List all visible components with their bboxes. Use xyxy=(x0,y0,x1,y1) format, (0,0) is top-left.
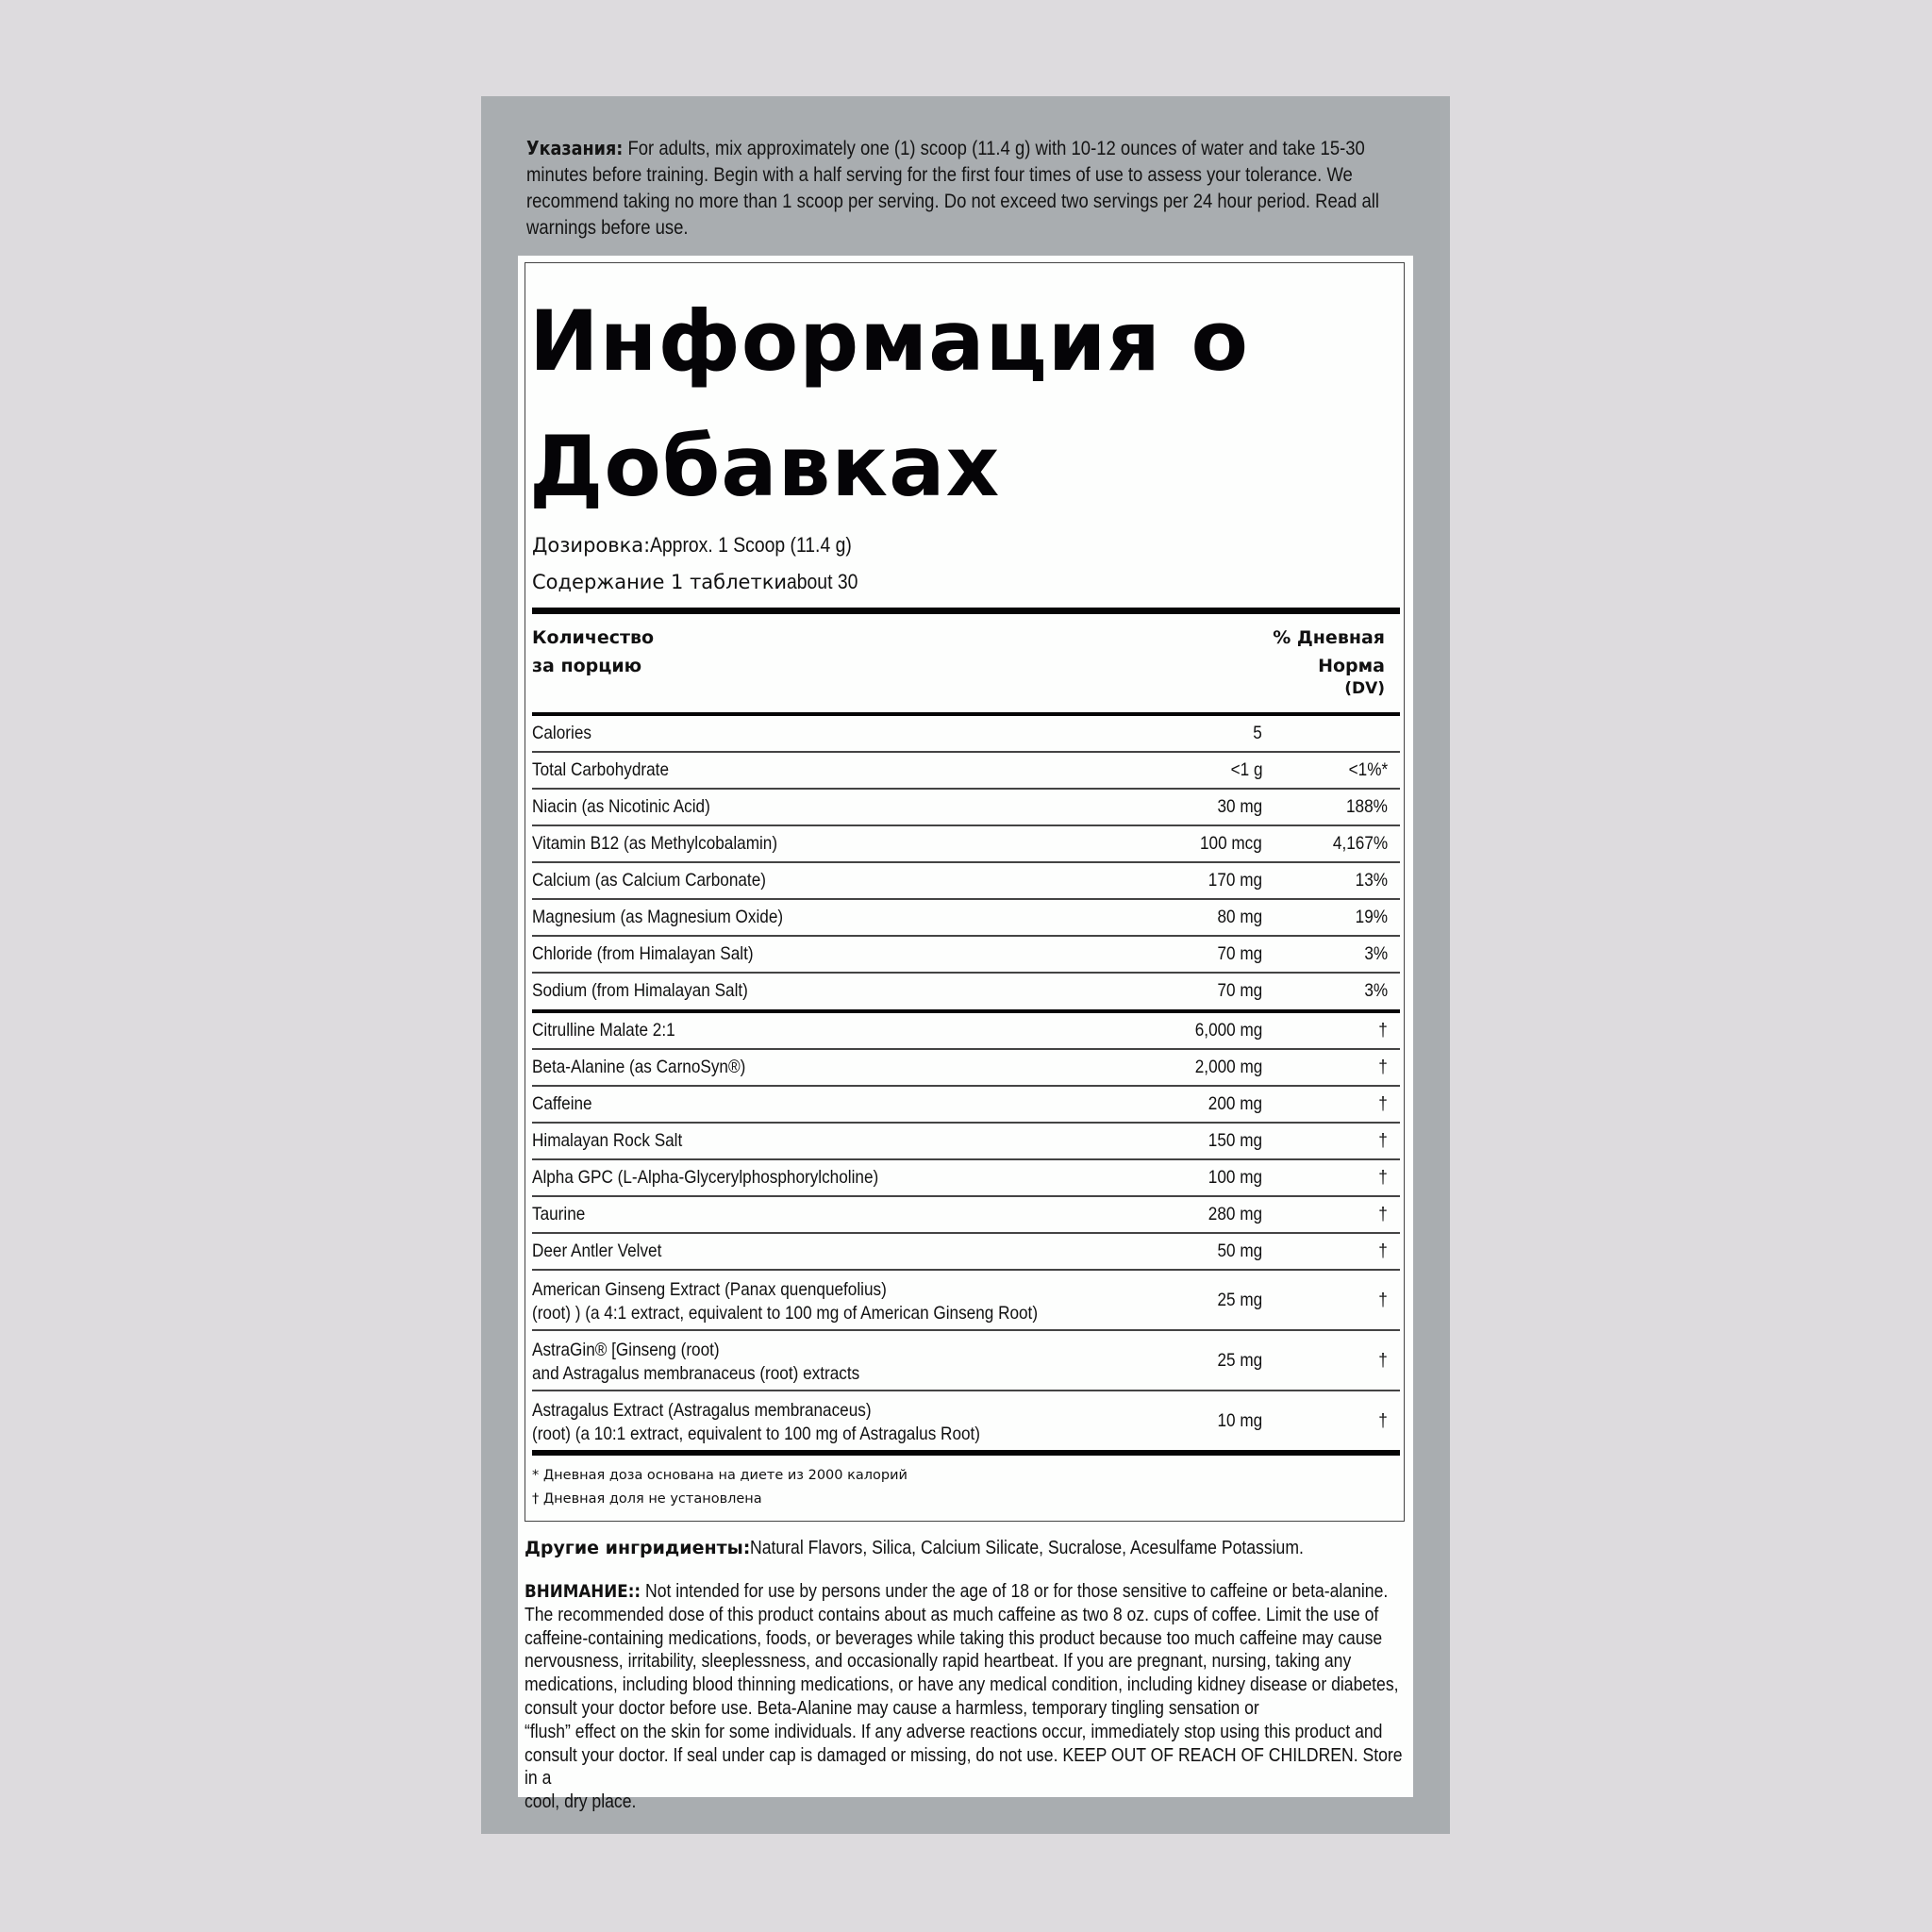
row-amount: 170 mg xyxy=(1208,870,1262,891)
row-amount: 30 mg xyxy=(1217,796,1262,817)
row-amount: <1 g xyxy=(1230,759,1262,780)
serving-size-label: Дозировка: xyxy=(532,534,651,557)
row-daily-value: † xyxy=(1378,1020,1388,1041)
warning-line: nervousness, irritability, sleeplessness, and occasionally rapid heartbeat. If you are pregnant, nursing, taking any xyxy=(525,1651,1352,1673)
other-ingredients xyxy=(525,1538,1379,1559)
directions-text xyxy=(526,135,1394,242)
row-name: Deer Antler Velvet xyxy=(532,1241,662,1261)
other-ingredients-label: Другие ингридиенты: xyxy=(525,1538,751,1558)
row-amount: 150 mg xyxy=(1208,1130,1262,1151)
row-name: Calories xyxy=(532,723,591,743)
row-daily-value: † xyxy=(1378,1093,1388,1114)
row-name-line2: (root) ) (a 4:1 extract, equivalent to 100 mg of American Ginseng Root) xyxy=(532,1303,1039,1324)
warning-line: medications, including blood thinning medications, or have any medical condition, including kidney disease or diabetes, xyxy=(525,1674,1399,1696)
row-amount: 70 mg xyxy=(1217,943,1262,964)
row-amount: 100 mcg xyxy=(1200,833,1262,854)
row-name: Alpha GPC (L-Alpha-Glycerylphosphorylcholine) xyxy=(532,1167,879,1188)
row-amount: 100 mg xyxy=(1208,1167,1262,1188)
row-daily-value: † xyxy=(1378,1057,1388,1077)
row-amount: 80 mg xyxy=(1217,907,1262,927)
warning-line: caffeine-containing medications, foods, or beverages while taking this product because too much caffeine may cause xyxy=(525,1627,1383,1649)
row-name: Himalayan Rock Salt xyxy=(532,1130,683,1151)
warning-line: Not intended for use by persons under the age of 18 or for those sensitive to caffeine or beta-alanine. xyxy=(641,1581,1389,1602)
row-amount: 10 mg xyxy=(1217,1409,1262,1431)
amount-header-line1: Количество xyxy=(532,627,655,648)
row-name: Beta-Alanine (as CarnoSyn®) xyxy=(532,1057,746,1077)
row-daily-value: † xyxy=(1378,1409,1388,1431)
row-name-line2: (root) (a 10:1 extract, equivalent to 100 mg of Astragalus Root) xyxy=(532,1424,981,1444)
supplement-facts-box xyxy=(525,262,1405,1522)
row-daily-value: 3% xyxy=(1364,979,1388,1001)
row-daily-value: 13% xyxy=(1355,870,1388,891)
row-name: Chloride (from Himalayan Salt) xyxy=(532,943,754,964)
table-row xyxy=(532,1331,1400,1391)
row-daily-value: † xyxy=(1378,1289,1388,1310)
row-amount: 200 mg xyxy=(1208,1093,1262,1114)
dv-header-line1: % Дневная xyxy=(1273,627,1385,648)
table-row xyxy=(532,937,1400,974)
directions-body: For adults, mix approximately one (1) scoop (11.4 g) with 10-12 ounces of water and take 15-30 minutes before training. Begin with a half serving for the first four times of use to assess your tolerance. We recommend taking no more than 1 scoop per serving. Do not exceed two servings per 24 hour period. Read all warnings before use. xyxy=(526,138,1379,239)
table-row xyxy=(532,1050,1400,1087)
table-row xyxy=(532,900,1400,937)
other-ingredients-text: Natural Flavors, Silica, Calcium Silicate, Sucralose, Acesulfame Potassium. xyxy=(750,1538,1305,1558)
row-name: Magnesium (as Magnesium Oxide) xyxy=(532,907,784,927)
row-name: Caffeine xyxy=(532,1093,592,1114)
row-daily-value: 188% xyxy=(1346,796,1388,817)
amount-per-serving-header xyxy=(532,624,654,680)
row-name-line1: American Ginseng Extract (Panax quenquefolius) xyxy=(532,1279,887,1300)
facts-title xyxy=(529,278,1249,529)
row-daily-value: 4,167% xyxy=(1332,833,1388,854)
row-name: Calcium (as Calcium Carbonate) xyxy=(532,870,766,891)
dv-header-line3: (DV) xyxy=(1344,679,1385,698)
table-row xyxy=(532,1124,1400,1160)
row-name-line2: and Astragalus membranaceus (root) extracts xyxy=(532,1363,860,1384)
warning-line: consult your doctor. If seal under cap is damaged or missing, do not use. KEEP OUT OF REACH OF CHILDREN. Store in a xyxy=(525,1744,1403,1790)
row-daily-value: 19% xyxy=(1355,907,1388,927)
daily-value-header xyxy=(1273,624,1385,703)
serving-size xyxy=(532,533,879,558)
row-name-line1: Astragalus Extract (Astragalus membranaceus) xyxy=(532,1400,872,1421)
row-name: Niacin (as Nicotinic Acid) xyxy=(532,796,710,817)
row-daily-value: † xyxy=(1378,1130,1388,1151)
row-amount: 280 mg xyxy=(1208,1204,1262,1224)
row-name xyxy=(532,1278,1038,1325)
serving-size-value: Approx. 1 Scoop (11.4 g) xyxy=(650,533,853,557)
row-daily-value: † xyxy=(1378,1204,1388,1224)
row-daily-value: <1%* xyxy=(1348,759,1388,780)
row-name xyxy=(532,1399,980,1446)
facts-title-line2: Добавках xyxy=(529,418,1001,515)
table-row xyxy=(532,1234,1400,1271)
row-amount: 70 mg xyxy=(1217,979,1262,1001)
directions-label: Указания: xyxy=(526,137,624,159)
servings-per-container xyxy=(532,570,868,594)
warning-line: consult your doctor before use. Beta-Alanine may cause a harmless, temporary tingling sensation or xyxy=(525,1697,1259,1719)
thick-divider xyxy=(532,608,1400,614)
table-row xyxy=(532,1197,1400,1234)
table-row xyxy=(532,1391,1400,1452)
row-name: Sodium (from Himalayan Salt) xyxy=(532,979,748,1001)
table-row xyxy=(532,1013,1400,1050)
warning-text xyxy=(525,1580,1413,1814)
thick-divider xyxy=(532,1450,1400,1456)
warning-label: ВНИМАНИЕ:: xyxy=(525,1581,641,1602)
amount-header-line2: за порцию xyxy=(532,656,642,676)
row-amount: 50 mg xyxy=(1217,1241,1262,1261)
row-daily-value: † xyxy=(1378,1241,1388,1261)
warning-line: cool, dry place. xyxy=(525,1791,637,1813)
footnote-daily-value: * Дневная доза основана на диете из 2000 калорий xyxy=(532,1468,908,1483)
row-name: Total Carbohydrate xyxy=(532,759,669,780)
table-row xyxy=(532,1160,1400,1197)
footnote-dagger: † Дневная доля не установлена xyxy=(532,1491,762,1507)
row-name xyxy=(532,1339,859,1386)
row-name-line1: AstraGin® [Ginseng (root) xyxy=(532,1340,720,1360)
row-amount: 2,000 mg xyxy=(1194,1057,1262,1077)
row-amount: 5 xyxy=(1253,723,1262,743)
table-row xyxy=(532,863,1400,900)
row-name: Vitamin B12 (as Methylcobalamin) xyxy=(532,833,778,854)
row-name: Taurine xyxy=(532,1204,586,1224)
table-row xyxy=(532,1271,1400,1331)
row-daily-value: 3% xyxy=(1364,943,1388,964)
table-row xyxy=(532,1087,1400,1124)
warning-line: “flush” effect on the skin for some individuals. If any adverse reactions occur, immediately stop using this product and xyxy=(525,1721,1383,1742)
row-amount: 25 mg xyxy=(1217,1289,1262,1310)
table-row xyxy=(532,974,1400,1009)
servings-value: about 30 xyxy=(787,570,858,593)
row-daily-value: † xyxy=(1378,1349,1388,1371)
table-row xyxy=(532,753,1400,790)
row-amount: 25 mg xyxy=(1217,1349,1262,1371)
dv-header-line2: Норма xyxy=(1318,656,1385,676)
warning-line: The recommended dose of this product contains about as much caffeine as two 8 oz. cups of coffee. Limit the use of xyxy=(525,1604,1379,1625)
table-row xyxy=(532,716,1400,753)
table-row xyxy=(532,790,1400,826)
servings-label: Содержание 1 таблетки xyxy=(532,571,788,593)
facts-title-line1: Информация о xyxy=(529,292,1250,390)
table-row xyxy=(532,826,1400,863)
row-name: Citrulline Malate 2:1 xyxy=(532,1020,675,1041)
row-amount: 6,000 mg xyxy=(1194,1020,1262,1041)
row-daily-value: † xyxy=(1378,1167,1388,1188)
